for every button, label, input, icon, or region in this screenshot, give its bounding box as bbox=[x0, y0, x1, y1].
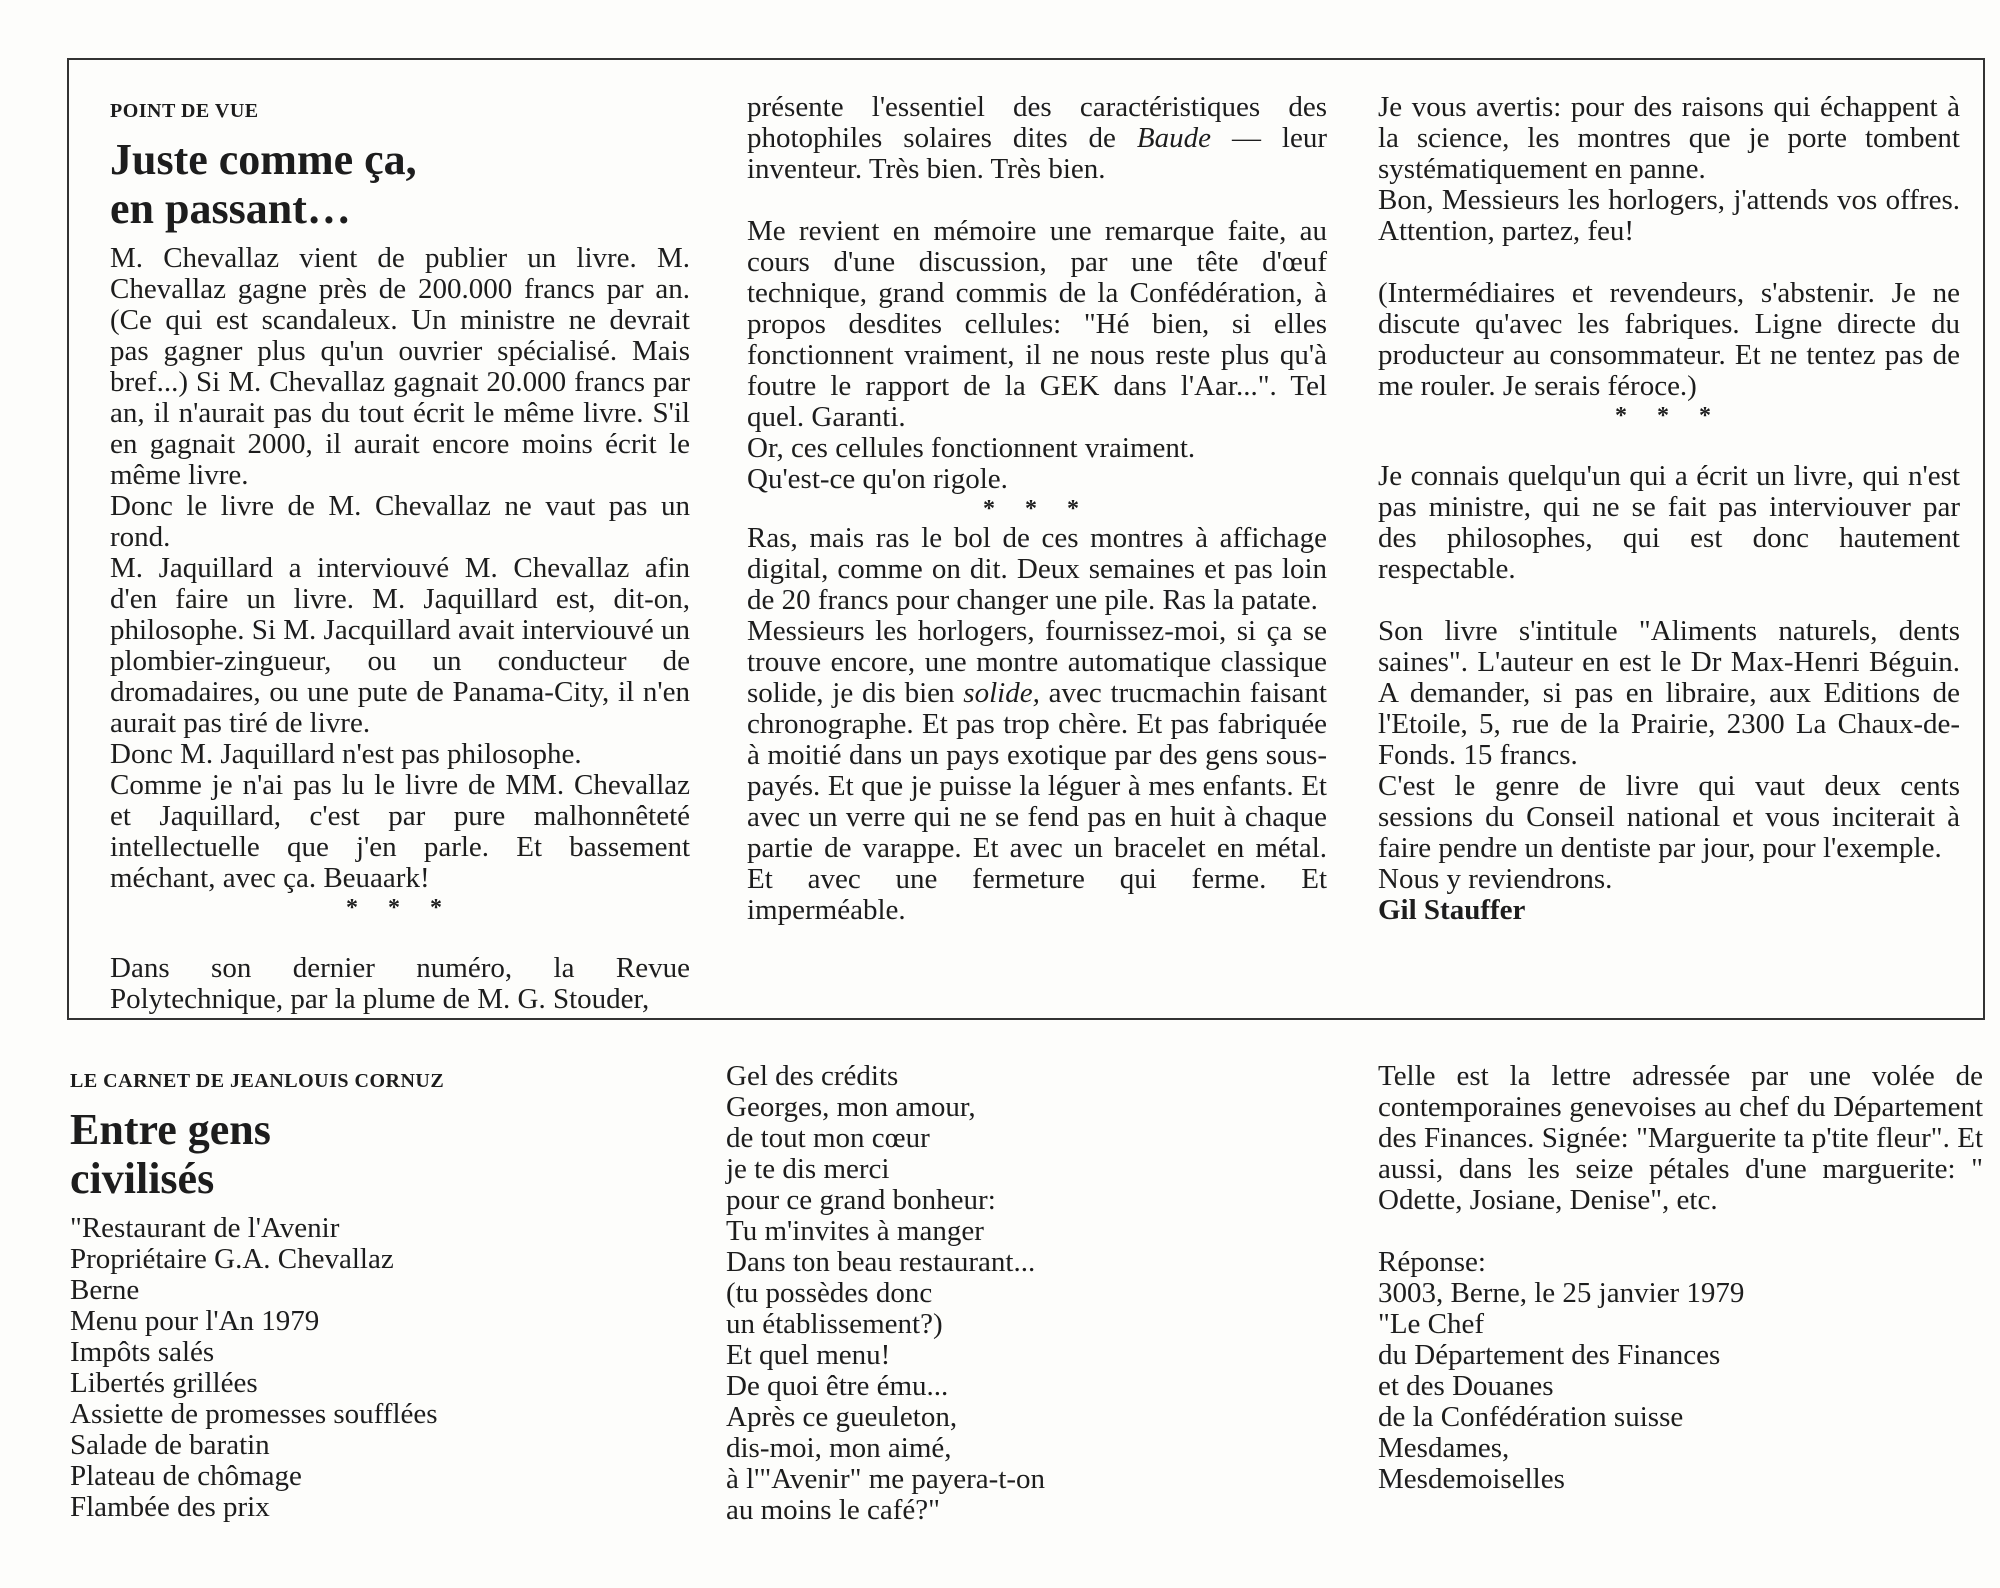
paragraph: Dans son dernier numéro, la Revue Polytechnique, par la plume de M. G. Stouder, bbox=[110, 952, 690, 1015]
letter-line: Réponse: bbox=[1378, 1246, 1486, 1278]
poem-line: je te dis merci bbox=[726, 1153, 890, 1185]
poem-line: pour ce grand bonheur: bbox=[726, 1184, 996, 1216]
top-article-kicker: POINT DE VUE bbox=[110, 100, 259, 122]
paragraph: Me revient en mémoire une remarque faite, au cours d'une discussion, par une tête d'œuf technique, grand commis de la Confédération, à propos desdites cellules: "Hé bien, si elles fonctionnent vraiment, il ne nous reste plus qu'à foutre le rapport de la GEK dans l'Aar...". Tel quel. Garanti. bbox=[747, 215, 1327, 433]
menu-line: Libertés grillées bbox=[70, 1367, 258, 1399]
menu-line: Menu pour l'An 1979 bbox=[70, 1305, 320, 1337]
paragraph: (Intermédiaires et revendeurs, s'abstenir. Je ne discute qu'avec les fabriques. Ligne directe du producteur au consommateur. Et ne tentez pas de me rouler. Je serais féroce.) bbox=[1378, 277, 1960, 402]
top-article-title bbox=[110, 135, 690, 233]
poem-line: Gel des crédits bbox=[726, 1060, 899, 1092]
letter-line: "Le Chef bbox=[1378, 1308, 1485, 1340]
poem-line: de tout mon cœur bbox=[726, 1122, 930, 1154]
bottom-article-title-line-1: Entre gens bbox=[70, 1105, 271, 1154]
menu-line: Assiette de promesses soufflées bbox=[70, 1398, 438, 1430]
paragraph: Bon, Messieurs les horlogers, j'attends vos offres. Attention, partez, feu! bbox=[1378, 184, 1960, 247]
top-article-title-line-2: en passant… bbox=[110, 184, 351, 233]
top-article-column-1 bbox=[110, 96, 690, 1015]
poem-line: Dans ton beau restaurant... bbox=[726, 1246, 1036, 1278]
italic-text: Baude bbox=[1136, 122, 1211, 154]
paragraph: C'est le genre de livre qui vaut deux cents sessions du Conseil national et vous inciterait à faire pendre un dentiste par jour, pour l'exemple. bbox=[1378, 770, 1960, 864]
section-separator: * * * bbox=[1615, 403, 1723, 429]
poem-line: un établissement?) bbox=[726, 1308, 943, 1340]
poem-line: Tu m'invites à manger bbox=[726, 1215, 984, 1247]
menu-line: "Restaurant de l'Avenir bbox=[70, 1212, 340, 1244]
poem-line: dis-moi, mon aimé, bbox=[726, 1432, 952, 1464]
bottom-article-title-line-2: civilisés bbox=[70, 1154, 215, 1203]
menu-line: Flambée des prix bbox=[70, 1491, 270, 1523]
author-signature: Gil Stauffer bbox=[1378, 894, 1526, 926]
italic-text: solide, bbox=[963, 677, 1040, 709]
poem-line: Georges, mon amour, bbox=[726, 1091, 976, 1123]
paragraph: Je vous avertis: pour des raisons qui échappent à la science, les montres que je porte tombent systématiquement en panne. bbox=[1378, 91, 1960, 185]
menu-line: Salade de baratin bbox=[70, 1429, 270, 1461]
letter-line: du Département des Finances bbox=[1378, 1339, 1721, 1371]
bottom-article-column-1 bbox=[70, 1066, 690, 1523]
paragraph: Je connais quelqu'un qui a écrit un livre, qui n'est pas ministre, qui ne se fait pas interviouver par des philosophes, qui est donc hautement respectable. bbox=[1378, 460, 1960, 585]
menu-line: Plateau de chômage bbox=[70, 1460, 302, 1492]
paragraph: Or, ces cellules fonctionnent vraiment. bbox=[747, 432, 1196, 464]
poem-line: Après ce gueuleton, bbox=[726, 1401, 958, 1433]
top-article-column-3 bbox=[1378, 92, 1960, 926]
menu-line: Propriétaire G.A. Chevallaz bbox=[70, 1243, 394, 1275]
paragraph: Comme je n'ai pas lu le livre de MM. Chevallaz et Jaquillard, c'est par pure malhonnêteté intellectuelle que j'en parle. Et bassement méchant, avec ça. Beuaark! bbox=[110, 769, 690, 894]
paragraph: Donc M. Jaquillard n'est pas philosophe. bbox=[110, 738, 582, 770]
paragraph: Nous y reviendrons. bbox=[1378, 863, 1613, 895]
letter-line: Mesdemoiselles bbox=[1378, 1463, 1565, 1495]
letter-line: de la Confédération suisse bbox=[1378, 1401, 1684, 1433]
bottom-article-column-3 bbox=[1378, 1061, 1983, 1495]
top-article-column-2 bbox=[747, 92, 1327, 926]
poem-line: au moins le café?" bbox=[726, 1494, 940, 1526]
section-separator: * * * bbox=[983, 496, 1091, 522]
bottom-article-title bbox=[70, 1105, 690, 1203]
top-article-title-line-1: Juste comme ça, bbox=[110, 135, 417, 184]
letter-line: 3003, Berne, le 25 janvier 1979 bbox=[1378, 1277, 1745, 1309]
poem-line: à l'"Avenir" me payera-t-on bbox=[726, 1463, 1046, 1495]
text-run: — leur inventeur. Très bien. Très bien. bbox=[747, 122, 1328, 185]
text-run: Messieurs les horlogers, fournissez-moi, si ça se trouve encore, une montre automatique classique solide, je dis bien bbox=[747, 615, 1327, 709]
poem-line: Et quel menu! bbox=[726, 1339, 891, 1371]
letter-line: Mesdames, bbox=[1378, 1432, 1510, 1464]
letter-line: et des Douanes bbox=[1378, 1370, 1554, 1402]
poem-line: De quoi être ému... bbox=[726, 1370, 949, 1402]
paragraph bbox=[747, 92, 1327, 185]
paragraph: Donc le livre de M. Chevallaz ne vaut pas un rond. bbox=[110, 490, 690, 553]
paragraph: M. Jaquillard a interviouvé M. Chevallaz afin d'en faire un livre. M. Jaquillard est, dit-on, philosophe. Si M. Jacquillard avait interviouvé un plombier-zingueur, ou un conducteur de dromadaires, ou une pute de Panama-City, il n'en aurait pas tiré de livre. bbox=[110, 552, 690, 739]
menu-line: Impôts salés bbox=[70, 1336, 215, 1368]
paragraph: M. Chevallaz vient de publier un livre. M. Chevallaz gagne près de 200.000 francs par an. (Ce qui est scandaleux. Un ministre ne devrait pas gagner plus qu'un ouvrier spécialisé. Mais bref...) Si M. Chevallaz gagnait 20.000 francs par an, il n'aurait pas du tout écrit le même livre. S'il en gagnait 2000, il aurait encore moins écrit le même livre. bbox=[110, 242, 690, 491]
text-run: présente l'essentiel des caractéristiques des photophiles solaires dites de bbox=[747, 91, 1327, 154]
section-separator: * * * bbox=[346, 895, 454, 921]
bottom-article-column-2 bbox=[726, 1061, 1326, 1526]
paragraph: Telle est la lettre adressée par une volée de contemporaines genevoises au chef du Département des Finances. Signée: "Marguerite ta p'tite fleur". Et aussi, dans les seize pétales d'une marguerite: " Odette, Josiane, Denise", etc. bbox=[1378, 1060, 1983, 1216]
text-run: avec trucmachin faisant chronographe. Et pas trop chère. Et pas fabriquée à moitié dans un pays exotique par des gens sous-payés. Et que je puisse la léguer à mes enfants. Et avec un verre qui ne se fend pas en huit à chaque partie de varappe. Et avec un bracelet en métal. Et avec une fermeture qui ferme. Et imperméable. bbox=[747, 677, 1327, 926]
paragraph: Qu'est-ce qu'on rigole. bbox=[747, 463, 1008, 495]
menu-line: Berne bbox=[70, 1274, 140, 1306]
poem-line: (tu possèdes donc bbox=[726, 1277, 933, 1309]
bottom-article-kicker: LE CARNET DE JEANLOUIS CORNUZ bbox=[70, 1070, 445, 1092]
paragraph: Ras, mais ras le bol de ces montres à affichage digital, comme on dit. Deux semaines et pas loin de 20 francs pour changer une pile. Ras la patate. bbox=[747, 522, 1327, 616]
paragraph bbox=[747, 616, 1327, 926]
paragraph: Son livre s'intitule "Aliments naturels, dents saines". L'auteur en est le Dr Max-Henri Béguin. A demander, si pas en libraire, aux Editions de l'Etoile, 5, rue de la Prairie, 2300 La Chaux-de-Fonds. 15 francs. bbox=[1378, 615, 1960, 771]
